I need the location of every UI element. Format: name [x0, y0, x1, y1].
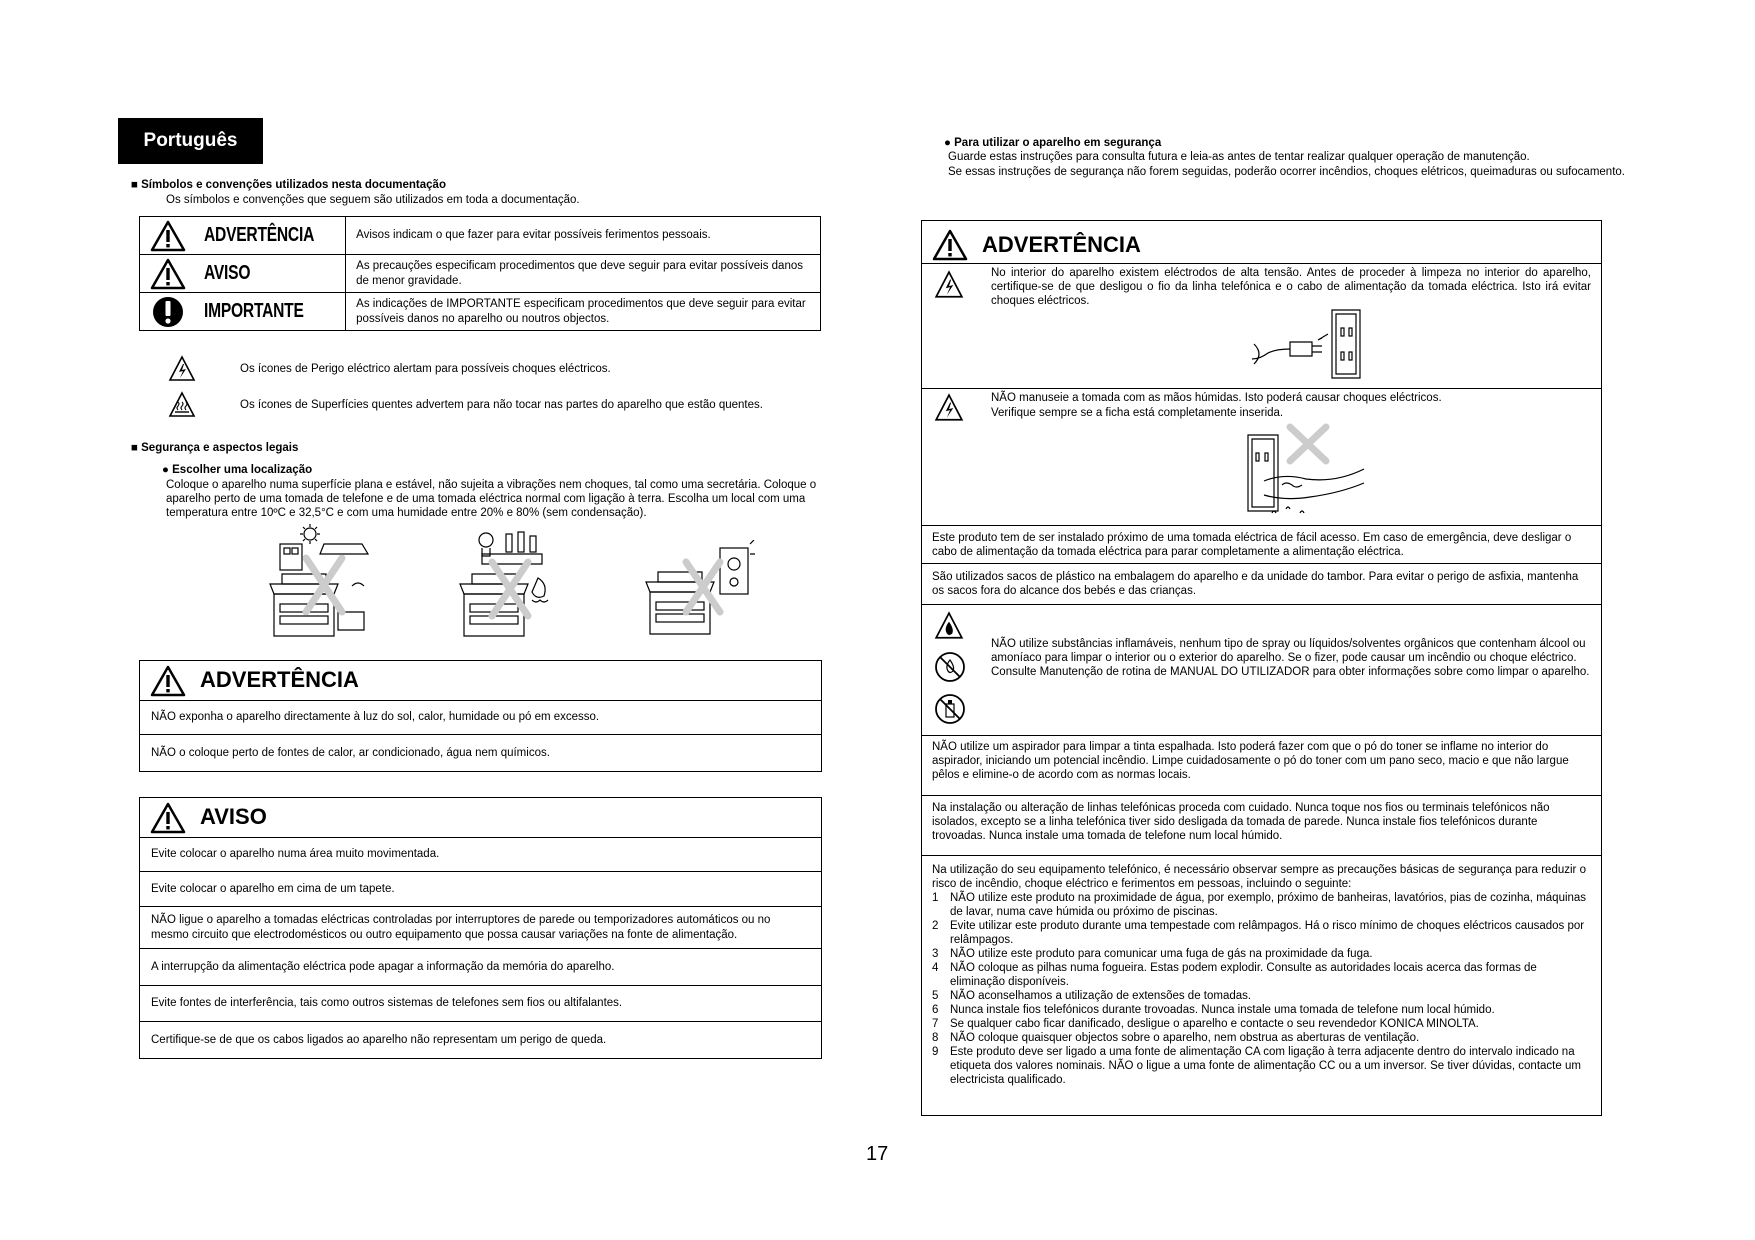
list-item: 8 NÃO coloque quaisquer objectos sobre o aparelho, nem obstrua as aberturas de ventilação.: [932, 1032, 1420, 1045]
wet-hands-plug-illustration: [1242, 421, 1368, 523]
left-caution-title: AVISO: [200, 804, 267, 830]
warning-row-power-outlet-access: [922, 525, 1601, 563]
placement-illustration-heat-sun: [262, 524, 382, 646]
warning-text: Na instalação ou alteração de linhas telefónicas proceda com cuidado. Nunca toque nos fios ou terminais telefónicos não isolados, excepto se a linha telefónica tiver sido desligada da tomada de parede. Nunca instale fios telefónicos durante trovoadas. Nunca instale uma tomada de telefone num local húmido.: [932, 802, 1550, 843]
list-item: 1 NÃO utilize este produto na proximidade de água, por exemplo, próximo de banheiras, lavatórios, pias de cozinha, máquinas de lavar, numa cave húmida ou próximo de piscinas.: [932, 892, 1587, 919]
electric-hazard-icon: [934, 393, 964, 423]
left-caution-text: NÃO ligue o aparelho a tomadas eléctricas controladas por interruptores de parede ou temporizadores automáticos ou no mesmo circuito que electrodomésticos ou outro equipamento que possa causar variações na fonte de alimentação.: [151, 914, 771, 941]
warning-triangle-icon: [150, 665, 186, 697]
list-item: 2 Evite utilizar este produto durante uma tempestade com relâmpagos. Há o risco mínimo de choques eléctricos causados por relâmpagos.: [932, 920, 1585, 947]
list-item: 9 Este produto deve ser ligado a uma fonte de alimentação CA com ligação à terra adjacente dentro do intervalo indicado na etiqueta dos valores nominais. NÃO o ligue a uma fonte de alimentação CC ou a um inversor. Se tiver dúvidas, contacte um electricista qualificado.: [932, 1046, 1581, 1087]
list-item: 7 Se qualquer cabo ficar danificado, desligue o aparelho e contacte o seu revendedor KONICA MINOLTA.: [932, 1018, 1479, 1031]
warning-text: Este produto tem de ser instalado próximo de uma tomada eléctrica de fácil acesso. Em caso de emergência, deve desligar o cabo de alimentação da tomada eléctrica para parar completamente a alimentação eléctrica.: [932, 532, 1572, 559]
left-caution-row: [140, 872, 821, 907]
warning-row-phone-lines: [922, 795, 1601, 855]
hot-surface-icon: [168, 391, 196, 419]
left-caution-row: [140, 949, 821, 986]
left-warning-row: [140, 735, 821, 771]
left-caution-text: A interrupção da alimentação eléctrica pode apagar a informação da memória do aparelho.: [151, 960, 615, 973]
warning-row-wet-hands: [922, 388, 1601, 525]
hot-surface-text: Os ícones de Superfícies quentes advertem para não tocar nas partes do aparelho que estão quentes.: [240, 398, 763, 411]
symbols-intro: Os símbolos e convenções que seguem são utilizados em toda a documentação.: [166, 194, 580, 206]
left-caution-row: [140, 907, 821, 949]
location-text: Coloque o aparelho numa superfície plana e estável, não sujeita a vibrações nem choques, tal como uma secretária. Coloque o aparelho perto de uma tomada de telefone e de uma tomada eléctrica normal com ligação à terra. Escolha um local com uma temperatura entre 10ºC e 32,5°C e com uma humidade entre 20% e 80% (sem condensação).: [166, 479, 817, 520]
warning-row-plastic-bags: [922, 563, 1601, 604]
warning-row-vacuum-toner: [922, 735, 1601, 795]
unplug-illustration: [1250, 306, 1366, 382]
warning-text: São utilizados sacos de plástico na embalagem do aparelho e da unidade do tambor. Para evitar o perigo de asfixia, mantenha os sacos fora do alcance dos bebés e das crianças.: [932, 571, 1579, 598]
warning-text: NÃO manuseie a tomada com as mãos húmidas. Isto poderá causar choques eléctricos.: [991, 392, 1442, 404]
electric-hazard-icon: [168, 355, 196, 383]
fire-hazard-icon: [934, 611, 964, 641]
left-caution-text: Certifique-se de que os cabos ligados ao aparelho não representam um perigo de queda.: [151, 1033, 607, 1046]
precautions-list: [932, 891, 1592, 1087]
list-item: 4 NÃO coloque as pilhas numa fogueira. Estas podem explodir. Consulte as autoridades locais acerca das formas de eliminação disponíveis.: [932, 962, 1537, 989]
list-item: 3 NÃO utilize este produto para comunicar uma fuga de gás na proximidade da fuga.: [932, 948, 1373, 961]
electric-hazard-icon: [934, 270, 964, 300]
warning-triangle-icon: [150, 802, 186, 834]
warning-text: No interior do aparelho existem eléctrodos de alta tensão. Antes de proceder à limpeza no interior do aparelho, certifique-se de que desligou o fio da linha telefónica e o cabo de alimentação da tomada eléctrica. Isto irá evitar choques eléctricos.: [991, 267, 1591, 308]
warning-text: NÃO utilize um aspirador para limpar a tinta espalhada. Isto poderá fazer com que o pó do toner se inflame no interior do aspirador, iniciando um potencial incêndio. Limpe cuidadosamente o pó do toner com um pano seco, macio e que não largue pêlos e elimine-o de acordo com as normas locais.: [932, 741, 1569, 782]
list-item: 6 Nunca instale fios telefónicos durante trovoadas. Nunca instale uma tomada de telefone num local húmido.: [932, 1004, 1495, 1017]
caution-description: As precauções especificam procedimentos que deve seguir para evitar possíveis danos de menor gravidade.: [346, 255, 821, 293]
left-caution-row: [140, 986, 821, 1022]
hot-surface-note: [168, 391, 763, 419]
safe-use-heading: ● Para utilizar o aparelho em segurança: [944, 137, 1162, 149]
right-warning-title: ADVERTÊNCIA: [982, 231, 1141, 257]
warning-row-high-voltage: [922, 263, 1601, 388]
warning-text: NÃO utilize substâncias inflamáveis, nenhum tipo de spray ou líquidos/solventes orgânicos que contenham álcool ou amoníaco para limpar o interior ou o exterior do aparelho. Se o fizer, pode causar um incêndio ou choque eléctrico. Consulte Manutenção de rotina de MANUAL DO UTILIZADOR para obter informações sobre como limpar o aparelho.: [991, 638, 1590, 679]
caution-label: AVISO: [204, 262, 251, 285]
warning-triangle-icon: [150, 258, 186, 290]
left-caution-text: Evite colocar o aparelho em cima de um tapete.: [151, 882, 395, 895]
important-label: IMPORTANTE: [204, 300, 304, 323]
no-spray-icon: [934, 693, 966, 725]
no-flammable-icon: [934, 651, 966, 683]
safe-use-line1: Guarde estas instruções para consulta futura e leia-as antes de tentar realizar qualquer operação de manutenção.: [948, 151, 1530, 163]
left-caution-box: [139, 797, 822, 1059]
warning-row-flammable: [922, 604, 1601, 735]
right-warning-box: [921, 220, 1602, 1116]
important-description: As indicações de IMPORTANTE especificam procedimentos que deve seguir para evitar possíveis danos no aparelho ou noutros objectos.: [346, 293, 821, 331]
warning-description: Avisos indicam o que fazer para evitar possíveis ferimentos pessoais.: [346, 217, 821, 255]
left-caution-text: Evite fontes de interferência, tais como outros sistemas de telefones sem fios ou altifalantes.: [151, 997, 623, 1010]
placement-illustration-speaker: [638, 540, 756, 644]
left-warning-row: [140, 701, 821, 735]
warning-triangle-icon: [150, 220, 186, 252]
exclamation-circle-icon: [150, 295, 186, 329]
conventions-table: [139, 216, 821, 331]
symbols-heading: ■ Símbolos e convenções utilizados nesta documentação: [131, 179, 446, 191]
left-warning-text: NÃO exponha o aparelho directamente à luz do sol, calor, humidade ou pó em excesso.: [151, 711, 600, 724]
precautions-intro: Na utilização do seu equipamento telefónico, é necessário observar sempre as precauções básicas de segurança para reduzir o risco de incêndio, choque eléctrico e ferimentos em pessoas, incluindo o seguinte:: [932, 864, 1586, 891]
left-warning-title: ADVERTÊNCIA: [200, 667, 359, 693]
precautions-block: [932, 863, 1592, 1087]
language-tab: Português: [118, 118, 263, 164]
electric-hazard-note: [168, 355, 611, 383]
placement-illustration-water-chemicals: [452, 530, 570, 646]
left-warning-box: [139, 660, 822, 772]
warning-row-telephone-precautions: [922, 855, 1601, 1095]
left-caution-text: Evite colocar o aparelho numa área muito movimentada.: [151, 848, 440, 861]
electric-hazard-text: Os ícones de Perigo eléctrico alertam para possíveis choques eléctricos.: [240, 362, 611, 375]
safe-use-line2: Se essas instruções de segurança não forem seguidas, poderão ocorrer incêndios, choques elétricos, queimaduras ou sufocamento.: [948, 166, 1625, 178]
convention-row-important: [140, 293, 821, 331]
warning-text: Verifique sempre se a ficha está completamente inserida.: [991, 407, 1284, 419]
convention-row-warning: [140, 217, 821, 255]
safety-legal-heading: ■ Segurança e aspectos legais: [131, 442, 299, 454]
warning-label: ADVERTÊNCIA: [204, 224, 315, 247]
page-number: 17: [866, 1143, 889, 1165]
left-caution-row: [140, 1022, 821, 1058]
warning-triangle-icon: [932, 229, 968, 261]
convention-row-caution: [140, 255, 821, 293]
left-caution-row: [140, 838, 821, 872]
left-warning-text: NÃO o coloque perto de fontes de calor, ar condicionado, água nem químicos.: [151, 746, 550, 759]
location-heading: ● Escolher uma localização: [162, 464, 313, 476]
list-item: 5 NÃO aconselhamos a utilização de extensões de tomadas.: [932, 990, 1252, 1003]
